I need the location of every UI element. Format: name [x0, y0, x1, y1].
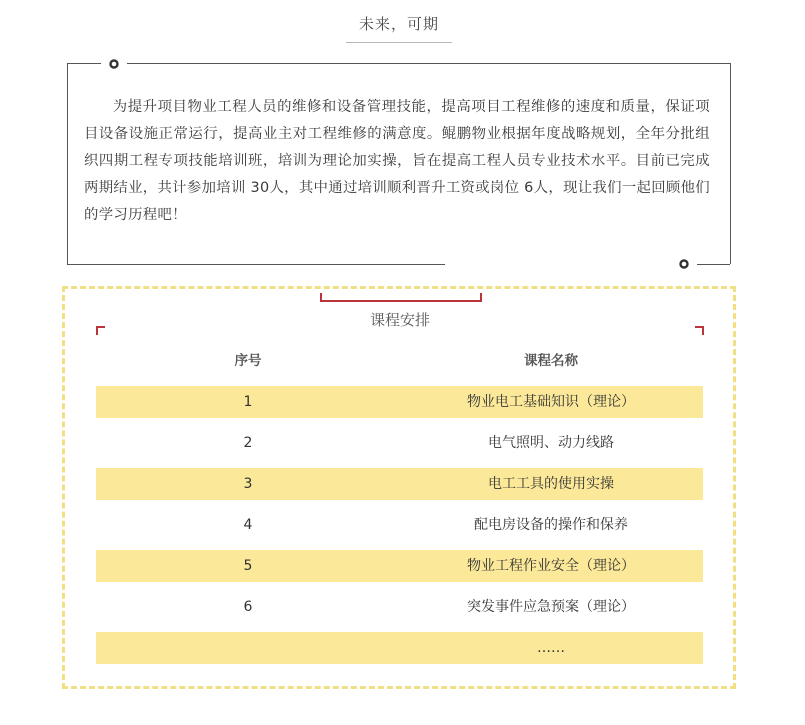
row-number: 4 — [243, 517, 253, 533]
schedule-title: 课程安排 — [369, 311, 430, 329]
corner-bracket-right — [695, 326, 704, 335]
row-number: 1 — [243, 394, 253, 410]
frame-bottom-circle — [681, 261, 688, 268]
row-course-name: 突发事件应急预案（理论） — [467, 599, 635, 615]
row-number: 5 — [243, 558, 253, 574]
table-row — [96, 591, 703, 623]
frame-top-circle — [111, 61, 118, 68]
column-header-course-name: 课程名称 — [524, 353, 578, 369]
column-header-number: 序号 — [234, 353, 262, 369]
table-row — [96, 386, 703, 418]
table-row — [96, 427, 703, 459]
table-row — [96, 468, 703, 500]
row-course-name: 物业工程作业安全（理论） — [467, 558, 635, 574]
row-course-name: 电工工具的使用实操 — [488, 476, 614, 492]
intro-paragraph: 为提升项目物业工程人员的维修和设备管理技能，提高项目工程维修的速度和质量，保证项目设备设施正常运行，提高业主对工程维修的满意度。鲲鹏物业根据年度战略规划，全年分批组织四期工程专项技能培训班，培训为理论加实操，旨在提高工程人员专业技术水平。目前已完成两期结业，共计参加培训 30人，其中通过培训顺利晋升工资或岗位 6人，现让我们一起回顾他们的学习历程吧！ — [84, 99, 710, 223]
row-course-name: 配电房设备的操作和保养 — [474, 517, 628, 533]
row-number: 6 — [243, 599, 253, 615]
row-number — [196, 632, 300, 664]
corner-bracket-left — [96, 326, 105, 335]
title-bracket-decoration — [320, 293, 482, 302]
page-tagline: 未来，可期 — [346, 10, 452, 43]
row-course-name: 电气照明、动力线路 — [488, 435, 614, 451]
row-number: 3 — [243, 476, 253, 492]
table-row — [96, 509, 703, 541]
row-course-name: …… — [537, 640, 565, 656]
row-number: 2 — [243, 435, 253, 451]
table-row — [96, 632, 703, 664]
row-course-name: 物业电工基础知识（理论） — [467, 394, 635, 410]
table-row — [96, 550, 703, 582]
